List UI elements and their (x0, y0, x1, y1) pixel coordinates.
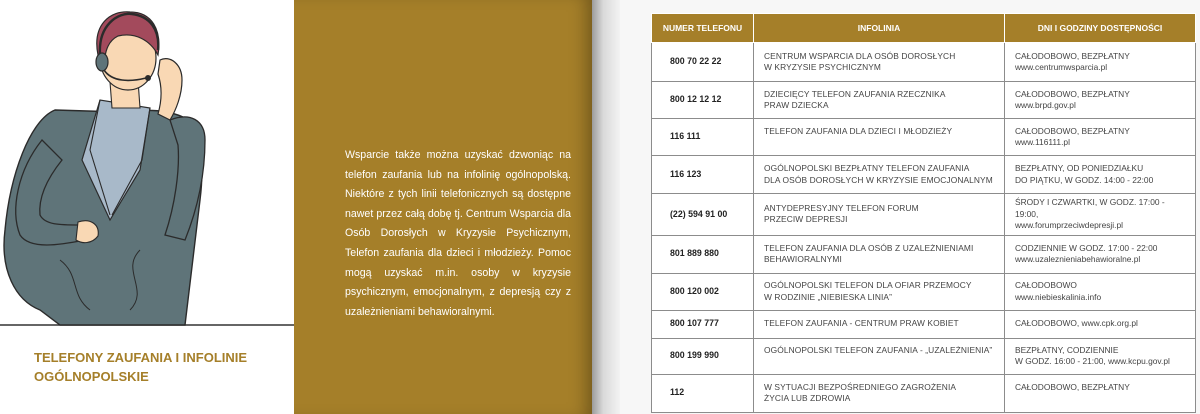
left-page (0, 0, 294, 414)
helpline-name: TELEFON ZAUFANIA DLA DZIECI I MŁODZIEŻY (754, 119, 1005, 156)
helpline-name: OGÓLNOPOLSKI BEZPŁATNY TELEFON ZAUFANIA DLA OSÓB DOROSŁYCH W KRYZYSIE EMOCJONALNYM (754, 156, 1005, 194)
phone-number: 112 (652, 374, 754, 412)
helpline-name: TELEFON ZAUFANIA - CENTRUM PRAW KOBIET (754, 310, 1005, 338)
left-hand (76, 221, 98, 243)
helpline-name: ANTYDEPRESYJNY TELEFON FORUM PRZECIW DEPRESJI (754, 194, 1005, 236)
woman-with-headset-illustration (0, 0, 294, 330)
table-row (652, 82, 1196, 119)
availability: CAŁODOBOWO, www.cpk.org.pl (1005, 310, 1196, 338)
title-line-1: TELEFONY ZAUFANIA I INFOLINIE (34, 350, 248, 365)
availability: CAŁODOBOWO, BEZPŁATNY (1005, 374, 1196, 412)
book-gutter (592, 0, 620, 414)
phone-number: 800 70 22 22 (652, 43, 754, 82)
phone-number: 800 199 990 (652, 338, 754, 374)
phone-number: 116 111 (652, 119, 754, 156)
table-row (652, 156, 1196, 194)
table-header-row (652, 14, 1196, 43)
availability: ŚRODY I CZWARTKI, W GODZ. 17:00 - 19:00, www.forumprzeciwdepresji.pl (1005, 194, 1196, 236)
helpline-name: TELEFON ZAUFANIA DLA OSÓB Z UZALEŻNIENIAMI BEHAWIORALNYMI (754, 235, 1005, 273)
availability: BEZPŁATNY, OD PONIEDZIAŁKU DO PIĄTKU, W GODZ. 14:00 - 22:00 (1005, 156, 1196, 194)
table-row (652, 235, 1196, 273)
availability: CAŁODOBOWO, BEZPŁATNY www.brpd.gov.pl (1005, 82, 1196, 119)
table-row (652, 119, 1196, 156)
phone-number: (22) 594 91 00 (652, 194, 754, 236)
table-row (652, 43, 1196, 82)
helpline-name: CENTRUM WSPARCIA DLA OSÓB DOROSŁYCH W KRYZYSIE PSYCHICZNYM (754, 43, 1005, 82)
availability: CODZIENNIE W GODZ. 17:00 - 22:00 www.uzaleznieniabehawioralne.pl (1005, 235, 1196, 273)
phone-number: 801 889 880 (652, 235, 754, 273)
helpline-name: W SYTUACJI BEZPOŚREDNIEGO ZAGROŻENIA ŻYCIA LUB ZDROWIA (754, 374, 1005, 412)
headset-earpiece (96, 53, 108, 71)
phone-number: 116 123 (652, 156, 754, 194)
table-row (652, 338, 1196, 374)
availability: BEZPŁATNY, CODZIENNIE W GODZ. 16:00 - 21:00, www.kcpu.gov.pl (1005, 338, 1196, 374)
intro-paragraph: Wsparcie także można uzyskać dzwoniąc na telefon zaufania lub na infolinię ogólnopolską. Niektóre z tych linii telefonicznych są dostępne nawet przez całą dobę tj. Centrum Wsparcia dla Osób Dorosłych w Kryzysie Psychicznym, Telefon zaufania dla dzieci i młodzieży. Pomoc mogą uzyskać m.in. osoby w kryzysie psychicznym, emocjonalnym, z depresją czy z uzależnieniami behawioralnymi. (345, 149, 571, 318)
phone-number: 800 120 002 (652, 273, 754, 310)
table-row (652, 273, 1196, 310)
availability: CAŁODOBOWO www.niebieskalinia.info (1005, 273, 1196, 310)
header-availability: DNI I GODZINY DOSTĘPNOŚCI (1005, 14, 1196, 43)
table-row (652, 194, 1196, 236)
table-row (652, 374, 1196, 412)
section-title (34, 348, 284, 386)
table-row (652, 310, 1196, 338)
header-phone-number: NUMER TELEFONU (652, 14, 754, 43)
availability: CAŁODOBOWO, BEZPŁATNY www.centrumwsparcia.pl (1005, 43, 1196, 82)
header-helpline: INFOLINIA (754, 14, 1005, 43)
helplines-table (651, 13, 1196, 413)
helpline-name: DZIECIĘCY TELEFON ZAUFANIA RZECZNIKA PRAW DZIECKA (754, 82, 1005, 119)
availability: CAŁODOBOWO, BEZPŁATNY www.116111.pl (1005, 119, 1196, 156)
phone-number: 800 107 777 (652, 310, 754, 338)
helpline-name: OGÓLNOPOLSKI TELEFON ZAUFANIA - „UZALEŻNIENIA” (754, 338, 1005, 374)
title-line-2: OGÓLNOPOLSKIE (34, 369, 149, 384)
phone-number: 800 12 12 12 (652, 82, 754, 119)
helpline-name: OGÓLNOPOLSKI TELEFON DLA OFIAR PRZEMOCY W RODZINIE „NIEBIESKA LINIA” (754, 273, 1005, 310)
